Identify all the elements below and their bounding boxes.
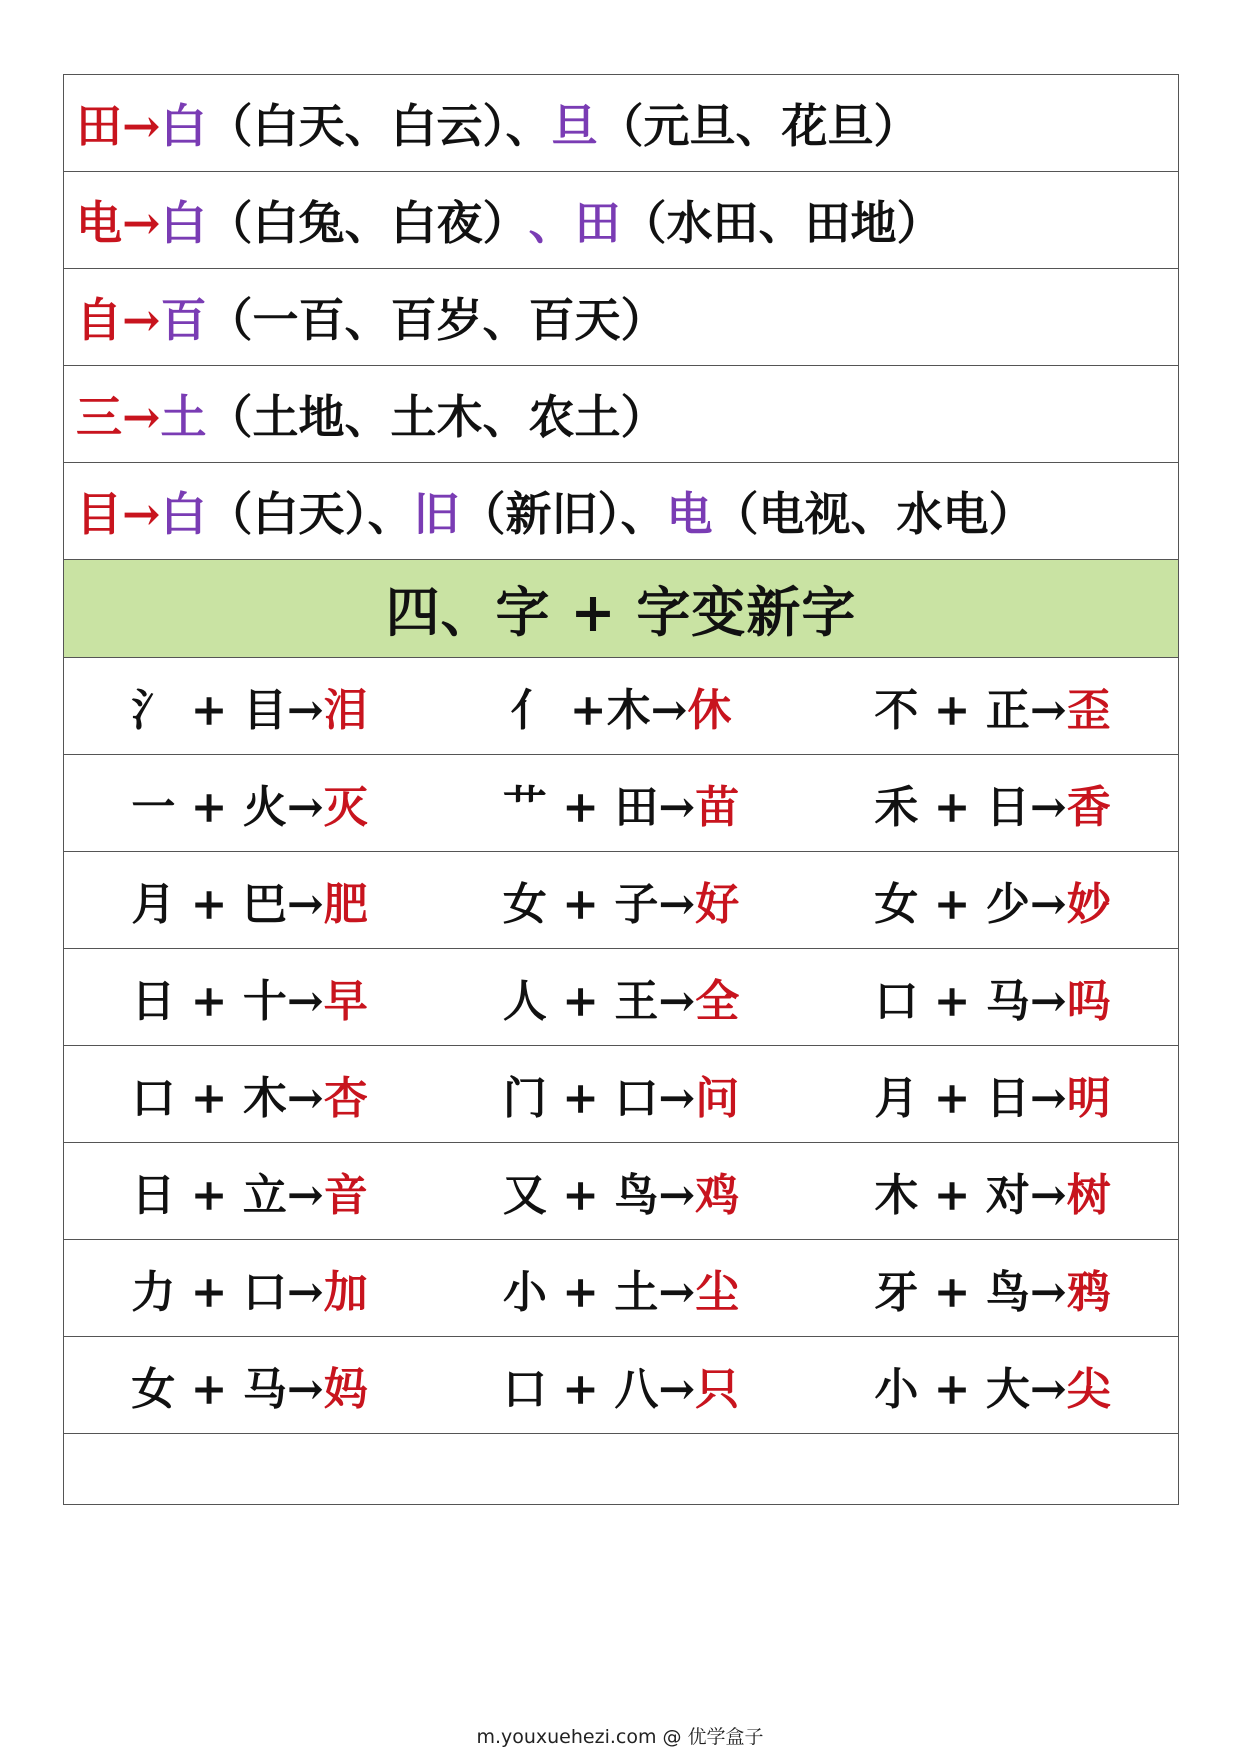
combination-row	[64, 1240, 1178, 1337]
combination-parts: 日 + 立→	[131, 1170, 324, 1221]
variation-row	[64, 75, 1178, 172]
combination-result: 香	[1066, 782, 1111, 833]
combination-cell	[807, 771, 1178, 835]
table-bottom-spacer	[64, 1434, 1178, 1505]
variation-segment: 旧	[413, 487, 460, 541]
combination-parts: 小 + 土→	[502, 1267, 696, 1318]
variation-row	[64, 269, 1178, 366]
variation-row	[64, 366, 1178, 463]
combination-row	[64, 1143, 1178, 1240]
combination-row	[64, 755, 1178, 852]
combination-row	[64, 852, 1178, 949]
combination-cell	[436, 1062, 807, 1126]
combination-cell	[436, 1353, 807, 1417]
combination-parts: 女 + 马→	[131, 1364, 324, 1415]
combination-cell	[64, 868, 435, 932]
combination-parts: 女 + 子→	[502, 879, 696, 930]
variation-segment: 旦	[551, 99, 598, 153]
page-footer: m.youxuehezi.com @ 优学盒子	[476, 1726, 764, 1748]
variation-segment: （土地、土木、农土）	[206, 390, 667, 444]
combination-parts: 人 + 王→	[502, 976, 696, 1027]
combination-result: 吗	[1066, 976, 1111, 1027]
combination-result: 鸡	[695, 1170, 740, 1221]
variation-segment: （白天）、	[206, 487, 414, 541]
combination-parts: 艹 + 田→	[502, 782, 696, 833]
combination-parts: 口 + 马→	[874, 976, 1067, 1027]
combination-cell	[436, 868, 807, 932]
combination-parts: 小 + 大→	[874, 1364, 1067, 1415]
combination-result: 鸦	[1066, 1267, 1111, 1318]
combination-result: 尘	[695, 1267, 740, 1318]
variation-segment: （一百、百岁、百天）	[206, 293, 667, 347]
combination-parts: 力 + 口→	[131, 1267, 324, 1318]
combination-result: 早	[323, 976, 368, 1027]
combination-parts: 女 + 少→	[874, 879, 1067, 930]
combination-cell	[64, 965, 435, 1029]
variation-segment: （元旦、花旦）	[597, 99, 920, 153]
worksheet-table	[63, 74, 1179, 1505]
combination-row	[64, 658, 1178, 755]
combination-result: 苗	[695, 782, 740, 833]
combination-result: 明	[1066, 1073, 1111, 1124]
combination-parts: 月 + 巴→	[131, 879, 324, 930]
combination-cell	[64, 1256, 435, 1320]
variation-segment: （白天、白云）、	[206, 99, 552, 153]
variation-segment: 土	[160, 390, 207, 444]
combination-parts: 口 + 木→	[131, 1073, 324, 1124]
combination-parts: 口 + 八→	[502, 1364, 696, 1415]
variation-segment: （白兔、白夜）	[206, 196, 529, 250]
combination-parts: 木 + 对→	[874, 1170, 1067, 1221]
combination-parts: 亻 +木→	[510, 685, 688, 736]
combination-cell	[807, 674, 1178, 738]
combination-parts: 氵 + 目→	[131, 685, 324, 736]
section-title: 四、字 + 字变新字	[385, 580, 857, 644]
combination-cell	[807, 1062, 1178, 1126]
variation-segment: 田→	[76, 99, 161, 153]
combination-cell	[64, 1353, 435, 1417]
combination-result: 歪	[1066, 685, 1111, 736]
combination-row	[64, 1337, 1178, 1434]
variation-segment: 百	[160, 293, 207, 347]
combination-cell	[807, 1353, 1178, 1417]
combination-parts: 日 + 十→	[131, 976, 324, 1027]
combination-cell	[807, 1159, 1178, 1223]
combination-row	[64, 949, 1178, 1046]
combination-cell	[436, 1256, 807, 1320]
combination-cell	[436, 771, 807, 835]
combination-cell	[807, 965, 1178, 1029]
combination-parts: 一 + 火→	[131, 782, 324, 833]
variation-segment: 电→	[76, 196, 161, 250]
combination-parts: 禾 + 日→	[874, 782, 1067, 833]
combination-parts: 又 + 鸟→	[502, 1170, 696, 1221]
combination-parts: 不 + 正→	[874, 685, 1067, 736]
variation-segment: 自→	[76, 293, 161, 347]
variation-segment: （新旧）、	[459, 487, 667, 541]
combination-cell	[64, 674, 435, 738]
variation-segment: 白	[160, 196, 207, 250]
combination-result: 好	[695, 879, 740, 930]
combination-cell	[64, 771, 435, 835]
combination-result: 只	[695, 1364, 740, 1415]
combination-result: 问	[695, 1073, 740, 1124]
combination-cell	[807, 1256, 1178, 1320]
variation-segment: 、田	[528, 196, 621, 250]
variation-segment: 电	[666, 487, 713, 541]
combination-result: 泪	[323, 685, 368, 736]
combination-cell	[64, 1159, 435, 1223]
variation-segment: （电视、水电）	[712, 487, 1035, 541]
combination-row	[64, 1046, 1178, 1143]
variation-row	[64, 172, 1178, 269]
combination-cell	[807, 868, 1178, 932]
combination-result: 树	[1066, 1170, 1111, 1221]
section-header	[64, 560, 1178, 658]
combination-cell	[436, 674, 807, 738]
combination-cell	[436, 1159, 807, 1223]
combination-result: 妙	[1066, 879, 1111, 930]
combination-result: 全	[695, 976, 740, 1027]
variation-row	[64, 463, 1178, 560]
variation-segment: （水田、田地）	[620, 196, 943, 250]
combination-result: 音	[323, 1170, 368, 1221]
combination-cell	[64, 1062, 435, 1126]
combination-result: 肥	[323, 879, 368, 930]
combination-result: 加	[323, 1267, 368, 1318]
variation-segment: 白	[160, 99, 207, 153]
combination-result: 杏	[323, 1073, 368, 1124]
variation-segment: 三→	[76, 390, 161, 444]
combination-parts: 牙 + 鸟→	[874, 1267, 1067, 1318]
combination-result: 休	[687, 685, 732, 736]
combination-result: 妈	[323, 1364, 368, 1415]
combination-parts: 门 + 口→	[502, 1073, 696, 1124]
combination-result: 尖	[1066, 1364, 1111, 1415]
combination-parts: 月 + 日→	[874, 1073, 1067, 1124]
variation-segment: 目→	[76, 487, 161, 541]
combination-result: 灭	[323, 782, 368, 833]
combination-cell	[436, 965, 807, 1029]
variation-segment: 白	[160, 487, 207, 541]
